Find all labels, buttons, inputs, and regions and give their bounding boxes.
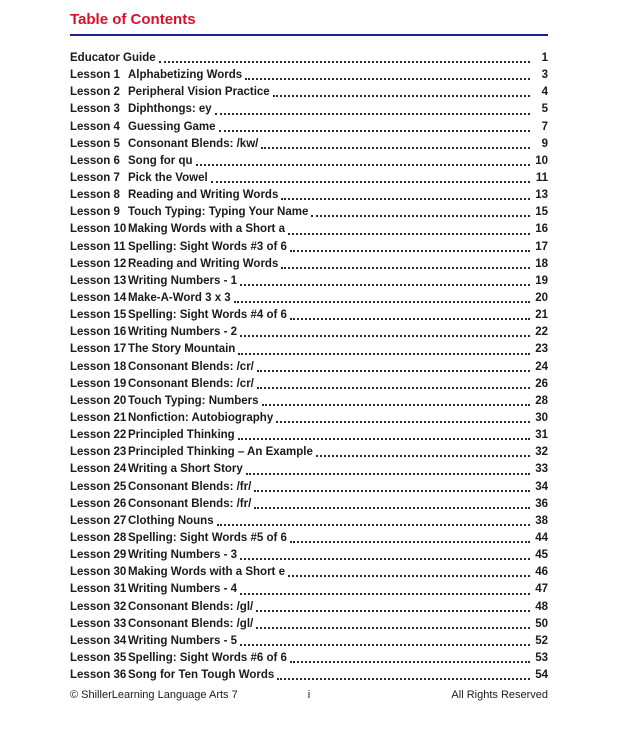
- footer-copyright: © ShillerLearning Language Arts 7: [70, 689, 238, 702]
- toc-entry-page: 18: [535, 257, 548, 270]
- toc-entry-title: Writing Numbers - 3: [128, 549, 238, 562]
- toc-entry[interactable]: [70, 153, 548, 170]
- toc-entry-dot-leader: [290, 541, 530, 543]
- toc-entry-page: 3: [541, 69, 548, 82]
- toc-entry-dot-leader: [159, 61, 530, 63]
- toc-entry-dot-leader: [217, 524, 530, 526]
- toc-entry-page: 53: [535, 651, 548, 664]
- toc-entry-label: Lesson 14: [70, 291, 127, 304]
- toc-entry-dot-leader: [276, 421, 530, 423]
- toc-entry[interactable]: [70, 616, 548, 633]
- toc-entry[interactable]: [70, 324, 548, 341]
- toc-entry-title: Consonant Blends: /gl/: [128, 600, 254, 613]
- toc-entry-dot-leader: [240, 284, 530, 286]
- toc-entry-title: Song for Ten Tough Words: [128, 669, 275, 682]
- toc-entry-label: Lesson 1: [70, 69, 120, 82]
- toc-entry-dot-leader: [240, 335, 530, 337]
- toc-entry-dot-leader: [311, 215, 530, 217]
- toc-entry-label: Lesson 5: [70, 137, 120, 150]
- toc-entry-page: 54: [535, 669, 548, 682]
- toc-entry-title: Touch Typing: Typing Your Name: [128, 206, 309, 219]
- toc-entry[interactable]: [70, 461, 548, 478]
- toc-entry-dot-leader: [254, 490, 530, 492]
- toc-entry-label: Lesson 19: [70, 377, 127, 390]
- toc-entry-page: 38: [535, 514, 548, 527]
- toc-entry-label: Lesson 24: [70, 463, 127, 476]
- toc-entry-dot-leader: [238, 438, 530, 440]
- toc-entry-title: Principled Thinking – An Example: [128, 446, 313, 459]
- toc-entry-dot-leader: [257, 370, 530, 372]
- toc-entry-dot-leader: [288, 233, 530, 235]
- toc-entry-title: Spelling: Sight Words #4 of 6: [128, 309, 287, 322]
- toc-entry[interactable]: [70, 256, 548, 273]
- toc-entry-dot-leader: [196, 164, 530, 166]
- toc-entry-page: 31: [535, 429, 548, 442]
- toc-entry[interactable]: [70, 101, 548, 118]
- toc-entry[interactable]: [70, 496, 548, 513]
- toc-entry-label: Lesson 23: [70, 446, 127, 459]
- toc-entry-page: 7: [541, 120, 548, 133]
- toc-entry[interactable]: [70, 221, 548, 238]
- toc-entry-label: Lesson 28: [70, 531, 127, 544]
- toc-entry-page: 4: [541, 86, 548, 99]
- toc-entry-title: Writing Numbers - 1: [128, 274, 238, 287]
- toc-entry-title: Reading and Writing Words: [128, 189, 279, 202]
- toc-entry-label: Lesson 12: [70, 257, 127, 270]
- toc-entry-page: 21: [535, 309, 548, 322]
- toc-entry-dot-leader: [290, 250, 530, 252]
- page-footer: [70, 689, 548, 701]
- toc-entry-page: 13: [535, 189, 548, 202]
- toc-entry-dot-leader: [277, 678, 530, 680]
- toc-entry-dot-leader: [254, 507, 530, 509]
- toc-entry-label: Lesson 15: [70, 309, 127, 322]
- toc-entry-title: Reading and Writing Words: [128, 257, 279, 270]
- toc-entry-dot-leader: [215, 113, 530, 115]
- toc-entry-page: 50: [535, 617, 548, 630]
- toc-entry-title: Consonant Blends: /fr/: [128, 497, 252, 510]
- toc-entry-page: 44: [535, 531, 548, 544]
- toc-entry-dot-leader: [261, 147, 530, 149]
- toc-entry-page: 47: [535, 583, 548, 596]
- toc-entry-dot-leader: [256, 610, 530, 612]
- toc-entry-page: 48: [535, 600, 548, 613]
- toc-entry-title: Making Words with a Short e: [128, 566, 285, 579]
- toc-entry-label: Lesson 34: [70, 634, 127, 647]
- toc-entry[interactable]: [70, 290, 548, 307]
- toc-entry-label: Lesson 20: [70, 394, 127, 407]
- toc-entry-page: 28: [535, 394, 548, 407]
- toc-entry[interactable]: [70, 444, 548, 461]
- toc-entry-title: Spelling: Sight Words #6 of 6: [128, 651, 287, 664]
- toc-entry[interactable]: [70, 67, 548, 84]
- toc-entry-dot-leader: [262, 404, 530, 406]
- toc-entry-page: 19: [535, 274, 548, 287]
- toc-entry-label: Lesson 16: [70, 326, 127, 339]
- toc-entry-title: Making Words with a Short a: [128, 223, 285, 236]
- toc-entry[interactable]: [70, 50, 548, 67]
- toc-entry-dot-leader: [281, 267, 530, 269]
- toc-entry-page: 45: [535, 549, 548, 562]
- footer-rights: All Rights Reserved: [451, 689, 549, 702]
- toc-entry[interactable]: [70, 581, 548, 598]
- toc-entry-page: 16: [535, 223, 548, 236]
- toc-entry-label: Lesson 25: [70, 480, 127, 493]
- toc-entry-dot-leader: [273, 95, 530, 97]
- toc-entry-dot-leader: [240, 558, 530, 560]
- toc-entry[interactable]: [70, 239, 548, 256]
- toc-entry-page: 34: [535, 480, 548, 493]
- toc-entry-page: 11: [535, 171, 548, 184]
- toc-entry-label: Lesson 30: [70, 566, 127, 579]
- toc-entry-label: Lesson 4: [70, 120, 120, 133]
- toc-entry[interactable]: [70, 393, 548, 410]
- toc-entry-title: Writing a Short Story: [128, 463, 243, 476]
- toc-entry-title: Consonant Blends: /fr/: [128, 480, 252, 493]
- toc-entry[interactable]: [70, 547, 548, 564]
- toc-entry-page: 23: [535, 343, 548, 356]
- toc-entry-title: Alphabetizing Words: [128, 69, 243, 82]
- toc-entry-title: Pick the Vowel: [128, 171, 208, 184]
- toc-entry[interactable]: [70, 650, 548, 667]
- toc-entry-label: Lesson 35: [70, 651, 127, 664]
- toc-entry-page: 17: [535, 240, 548, 253]
- toc-entry-label: Lesson 22: [70, 429, 127, 442]
- toc-entry-title: Writing Numbers - 2: [128, 326, 238, 339]
- toc-entry-label: Lesson 32: [70, 600, 127, 613]
- title-rule: [70, 34, 548, 36]
- toc-entry-dot-leader: [219, 130, 530, 132]
- toc-entry-title: Educator Guide: [70, 52, 156, 64]
- toc-entry-page: 10: [535, 154, 548, 167]
- toc-entry-title: Nonfiction: Autobiography: [128, 411, 274, 424]
- toc-entry-page: 9: [541, 137, 548, 150]
- toc-entry-dot-leader: [234, 301, 530, 303]
- toc-entry-page: 20: [535, 291, 548, 304]
- toc-entry-page: 52: [535, 634, 548, 647]
- page-title: Table of Contents: [70, 11, 196, 28]
- toc-entry-label: Lesson 26: [70, 497, 127, 510]
- toc-entry-page: 24: [535, 360, 548, 373]
- toc-entry-label: Lesson 18: [70, 360, 127, 373]
- toc-entry-label: Lesson 31: [70, 583, 127, 596]
- toc-entry[interactable]: [70, 119, 548, 136]
- toc-entry[interactable]: [70, 204, 548, 221]
- toc-entry-page: 33: [535, 463, 548, 476]
- toc-entry-label: Lesson 10: [70, 223, 127, 236]
- toc-entry-title: Consonant Blends: /cr/: [128, 377, 254, 390]
- toc-entry-page: 22: [535, 326, 548, 339]
- toc-entry[interactable]: [70, 170, 548, 187]
- toc-entry-dot-leader: [246, 473, 530, 475]
- toc-entry-dot-leader: [256, 627, 530, 629]
- toc-entry[interactable]: [70, 530, 548, 547]
- toc-entry-title: Touch Typing: Numbers: [128, 394, 259, 407]
- toc-entry-dot-leader: [238, 353, 530, 355]
- toc-entry-page: 30: [535, 411, 548, 424]
- toc-entry-dot-leader: [245, 78, 530, 80]
- toc-entry-label: Lesson 7: [70, 171, 120, 184]
- toc-entry[interactable]: [70, 667, 548, 684]
- toc-entry-label: Lesson 27: [70, 514, 127, 527]
- toc-entry[interactable]: [70, 273, 548, 290]
- toc-entry-title: Make-A-Word 3 x 3: [128, 291, 231, 304]
- toc-entry[interactable]: [70, 136, 548, 153]
- toc-entry-label: Lesson 17: [70, 343, 127, 356]
- toc-entry-title: Clothing Nouns: [128, 514, 214, 527]
- toc-entry-label: Lesson 11: [70, 240, 126, 253]
- toc-entry-label: Lesson 33: [70, 617, 127, 630]
- toc-entry-label: Lesson 2: [70, 86, 120, 99]
- toc-entry[interactable]: [70, 341, 548, 358]
- toc-entry[interactable]: [70, 513, 548, 530]
- toc-entry-title: Guessing Game: [128, 120, 216, 133]
- toc-entry-label: Lesson 8: [70, 189, 120, 202]
- toc-entry[interactable]: [70, 427, 548, 444]
- toc-entry-title: Diphthongs: ey: [128, 103, 212, 116]
- footer-page-number: i: [307, 689, 311, 702]
- toc-entry-label: Lesson 36: [70, 669, 127, 682]
- toc-entry-title: The Story Mountain: [128, 343, 236, 356]
- toc-entry[interactable]: [70, 599, 548, 616]
- toc-entry-page: 46: [535, 566, 548, 579]
- toc-entry-label: Lesson 9: [70, 206, 120, 219]
- toc-entry[interactable]: [70, 84, 548, 101]
- toc-entry-page: 26: [535, 377, 548, 390]
- toc-entry-dot-leader: [240, 644, 530, 646]
- toc-entry-title: Spelling: Sight Words #3 of 6: [128, 240, 287, 253]
- toc-entry-title: Spelling: Sight Words #5 of 6: [128, 531, 287, 544]
- toc-entry-title: Consonant Blends: /kw/: [128, 137, 259, 150]
- toc-entry-label: Lesson 29: [70, 549, 127, 562]
- toc-entry-label: Lesson 6: [70, 154, 120, 167]
- toc-entry-dot-leader: [290, 661, 530, 663]
- toc-entry-label: Lesson 21: [70, 411, 127, 424]
- toc-entry[interactable]: [70, 410, 548, 427]
- toc-entry-title: Song for qu: [128, 154, 193, 167]
- toc-entry-dot-leader: [288, 575, 530, 577]
- toc-list: [70, 50, 548, 684]
- toc-entry-page: 32: [535, 446, 548, 459]
- toc-entry[interactable]: [70, 479, 548, 496]
- toc-entry[interactable]: [70, 307, 548, 324]
- toc-entry[interactable]: [70, 633, 548, 650]
- toc-entry[interactable]: [70, 187, 548, 204]
- toc-entry[interactable]: [70, 359, 548, 376]
- toc-entry-dot-leader: [316, 455, 530, 457]
- toc-entry-dot-leader: [257, 387, 530, 389]
- toc-entry-page: 36: [535, 497, 548, 510]
- toc-entry-dot-leader: [240, 593, 530, 595]
- toc-entry-title: Consonant Blends: /gl/: [128, 617, 254, 630]
- toc-entry-page: 5: [541, 103, 548, 116]
- toc-entry[interactable]: [70, 564, 548, 581]
- toc-entry-label: Lesson 3: [70, 103, 120, 116]
- toc-entry-page: 15: [535, 206, 548, 219]
- toc-entry-dot-leader: [290, 318, 530, 320]
- toc-entry-title: Writing Numbers - 4: [128, 583, 238, 596]
- toc-entry-title: Consonant Blends: /cr/: [128, 360, 254, 373]
- toc-entry[interactable]: [70, 376, 548, 393]
- toc-entry-page: 1: [541, 52, 548, 64]
- toc-entry-label: Lesson 13: [70, 274, 127, 287]
- toc-entry-title: Writing Numbers - 5: [128, 634, 238, 647]
- toc-entry-dot-leader: [281, 198, 530, 200]
- toc-entry-dot-leader: [211, 181, 530, 183]
- toc-entry-title: Peripheral Vision Practice: [128, 86, 270, 99]
- toc-entry-title: Principled Thinking: [128, 429, 235, 442]
